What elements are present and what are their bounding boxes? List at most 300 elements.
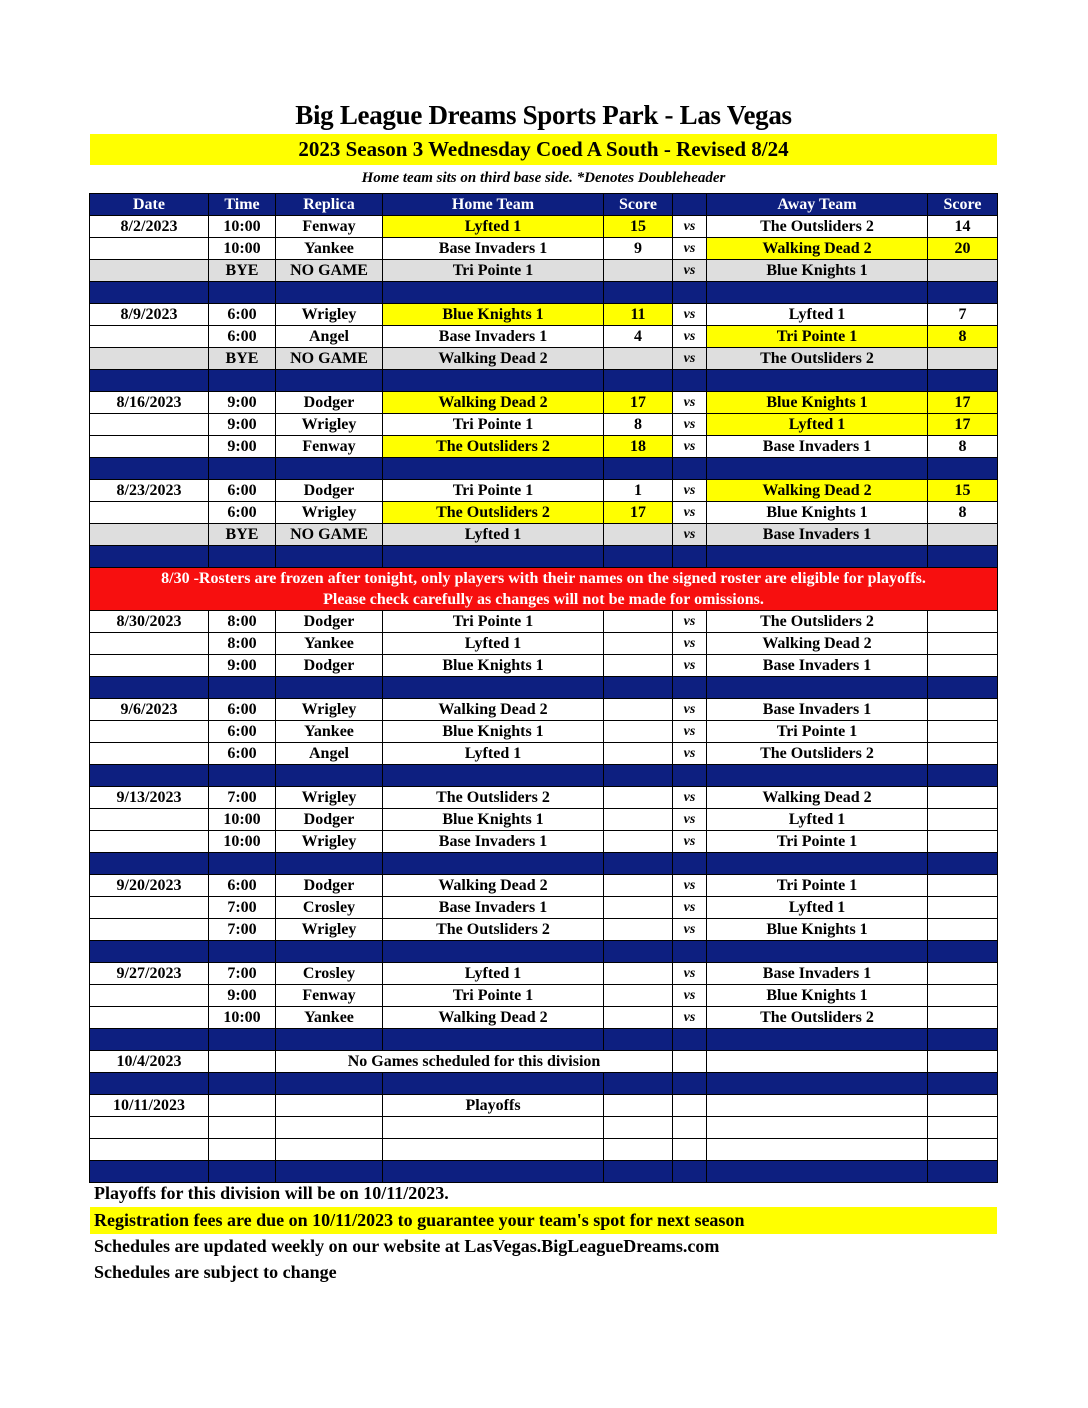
separator-cell	[209, 370, 276, 392]
time-cell: 6:00	[209, 480, 276, 502]
date-cell	[90, 743, 209, 765]
away-team-cell: Base Invaders 1	[707, 963, 928, 985]
replica-cell: Wrigley	[276, 502, 383, 524]
replica-cell: Fenway	[276, 436, 383, 458]
home-score-cell	[604, 348, 673, 370]
week-separator-row	[90, 282, 998, 304]
replica-cell: Wrigley	[276, 304, 383, 326]
separator-cell	[928, 282, 998, 304]
date-cell	[90, 1007, 209, 1029]
separator-cell	[673, 546, 707, 568]
game-row	[90, 743, 998, 765]
replica-cell: NO GAME	[276, 348, 383, 370]
home-team-cell: Blue Knights 1	[383, 721, 604, 743]
vs-cell: vs	[673, 787, 707, 809]
home-score-cell: 17	[604, 502, 673, 524]
away-score-cell	[928, 260, 998, 282]
roster-notice-row	[90, 568, 998, 611]
date-cell: 8/23/2023	[90, 480, 209, 502]
away-team-cell: Walking Dead 2	[707, 787, 928, 809]
away-score-cell: 17	[928, 414, 998, 436]
vs-cell: vs	[673, 655, 707, 677]
separator-cell	[90, 458, 209, 480]
home-score-cell	[604, 831, 673, 853]
away-team-cell: Walking Dead 2	[707, 238, 928, 260]
away-score-cell	[928, 985, 998, 1007]
replica-cell: Dodger	[276, 480, 383, 502]
away-score-cell	[928, 831, 998, 853]
date-cell	[90, 831, 209, 853]
away-score-cell	[928, 1117, 998, 1139]
away-score-cell: 8	[928, 502, 998, 524]
separator-cell	[383, 853, 604, 875]
away-team-cell	[707, 1051, 928, 1073]
date-cell	[90, 260, 209, 282]
replica-cell: Angel	[276, 743, 383, 765]
home-team-cell: The Outsliders 2	[383, 502, 604, 524]
separator-cell	[604, 853, 673, 875]
time-cell: 6:00	[209, 304, 276, 326]
game-row	[90, 875, 998, 897]
away-score-cell	[928, 1051, 998, 1073]
game-row	[90, 238, 998, 260]
time-cell: 7:00	[209, 919, 276, 941]
separator-cell	[707, 853, 928, 875]
separator-cell	[928, 546, 998, 568]
date-cell: 9/20/2023	[90, 875, 209, 897]
date-cell: 8/16/2023	[90, 392, 209, 414]
away-team-cell: Base Invaders 1	[707, 655, 928, 677]
vs-cell: vs	[673, 326, 707, 348]
schedule-message: No Games scheduled for this division	[276, 1051, 673, 1073]
header-row	[90, 194, 998, 216]
time-cell: 8:00	[209, 611, 276, 633]
home-team-cell: Lyfted 1	[383, 633, 604, 655]
away-team-cell: Blue Knights 1	[707, 502, 928, 524]
vs-cell: vs	[673, 875, 707, 897]
away-team-cell: Lyfted 1	[707, 809, 928, 831]
home-team-cell: Walking Dead 2	[383, 699, 604, 721]
separator-cell	[276, 1029, 383, 1051]
away-team-cell: Blue Knights 1	[707, 260, 928, 282]
home-team-cell: Walking Dead 2	[383, 348, 604, 370]
replica-cell	[276, 1139, 383, 1161]
separator-cell	[383, 370, 604, 392]
separator-cell	[209, 1161, 276, 1183]
separator-cell	[276, 853, 383, 875]
replica-cell	[276, 1095, 383, 1117]
roster-notice-line2: Please check carefully as changes will not be made for omissions.	[323, 591, 764, 608]
vs-cell: vs	[673, 919, 707, 941]
date-cell	[90, 502, 209, 524]
separator-cell	[209, 765, 276, 787]
vs-cell	[673, 1117, 707, 1139]
schedule-subtitle: 2023 Season 3 Wednesday Coed A South - Revised 8/24	[90, 134, 997, 165]
date-cell	[90, 326, 209, 348]
replica-cell: Yankee	[276, 633, 383, 655]
home-score-cell	[604, 721, 673, 743]
game-row	[90, 611, 998, 633]
separator-cell	[604, 458, 673, 480]
away-team-cell: The Outsliders 2	[707, 1007, 928, 1029]
empty-row	[90, 1139, 998, 1161]
away-score-cell	[928, 963, 998, 985]
home-team-cell	[383, 1117, 604, 1139]
away-score-cell	[928, 809, 998, 831]
date-cell	[90, 985, 209, 1007]
col-date: Date	[90, 194, 209, 216]
home-score-cell	[604, 1117, 673, 1139]
away-score-cell	[928, 721, 998, 743]
separator-cell	[928, 1073, 998, 1095]
separator-cell	[276, 765, 383, 787]
away-score-cell: 7	[928, 304, 998, 326]
home-team-cell: Blue Knights 1	[383, 655, 604, 677]
separator-cell	[604, 941, 673, 963]
separator-cell	[276, 546, 383, 568]
home-score-cell	[604, 919, 673, 941]
week-separator-row	[90, 853, 998, 875]
vs-cell: vs	[673, 963, 707, 985]
replica-cell: Dodger	[276, 809, 383, 831]
time-cell: 10:00	[209, 1007, 276, 1029]
page-title: Big League Dreams Sports Park - Las Vegas	[295, 100, 792, 130]
col-home-team: Home Team	[383, 194, 604, 216]
home-team-cell: Walking Dead 2	[383, 1007, 604, 1029]
playoffs-row	[90, 1095, 998, 1117]
home-team-cell: Walking Dead 2	[383, 392, 604, 414]
game-row	[90, 963, 998, 985]
away-score-cell	[928, 1007, 998, 1029]
away-team-cell: Tri Pointe 1	[707, 875, 928, 897]
time-cell: BYE	[209, 260, 276, 282]
time-cell: 10:00	[209, 831, 276, 853]
away-team-cell: Lyfted 1	[707, 414, 928, 436]
away-team-cell: Blue Knights 1	[707, 392, 928, 414]
date-cell	[90, 897, 209, 919]
separator-cell	[673, 1161, 707, 1183]
separator-cell	[90, 282, 209, 304]
replica-cell: Wrigley	[276, 414, 383, 436]
home-score-cell	[604, 743, 673, 765]
replica-cell: Dodger	[276, 611, 383, 633]
separator-cell	[928, 1161, 998, 1183]
away-team-cell	[707, 1095, 928, 1117]
time-cell: 8:00	[209, 633, 276, 655]
separator-cell	[604, 282, 673, 304]
time-cell: 10:00	[209, 216, 276, 238]
game-row	[90, 699, 998, 721]
home-team-cell: Tri Pointe 1	[383, 611, 604, 633]
separator-cell	[383, 546, 604, 568]
date-cell: 9/13/2023	[90, 787, 209, 809]
home-team-note: Home team sits on third base side. *Denotes Doubleheader	[361, 170, 726, 186]
separator-cell	[276, 458, 383, 480]
col-home-score: Score	[604, 194, 673, 216]
game-row	[90, 721, 998, 743]
replica-cell: Fenway	[276, 985, 383, 1007]
time-cell: 10:00	[209, 238, 276, 260]
away-team-cell	[707, 1117, 928, 1139]
home-team-cell: Base Invaders 1	[383, 897, 604, 919]
replica-cell: Dodger	[276, 392, 383, 414]
home-team-cell: Walking Dead 2	[383, 875, 604, 897]
away-team-cell: Blue Knights 1	[707, 985, 928, 1007]
footer-registration-note: Registration fees are due on 10/11/2023 to guarantee your team's spot for next season	[90, 1207, 997, 1234]
separator-cell	[383, 677, 604, 699]
away-score-cell: 8	[928, 436, 998, 458]
time-cell	[209, 1095, 276, 1117]
game-row	[90, 633, 998, 655]
date-cell	[90, 1117, 209, 1139]
home-score-cell: 8	[604, 414, 673, 436]
date-cell	[90, 1139, 209, 1161]
away-score-cell	[928, 919, 998, 941]
home-score-cell	[604, 963, 673, 985]
separator-cell	[383, 1073, 604, 1095]
replica-cell: Yankee	[276, 1007, 383, 1029]
separator-cell	[707, 282, 928, 304]
home-team-cell: Blue Knights 1	[383, 809, 604, 831]
home-team-cell: Base Invaders 1	[383, 238, 604, 260]
vs-cell: vs	[673, 392, 707, 414]
game-row	[90, 809, 998, 831]
away-score-cell: 20	[928, 238, 998, 260]
game-row	[90, 655, 998, 677]
vs-cell: vs	[673, 348, 707, 370]
bye-row	[90, 260, 998, 282]
replica-cell: Angel	[276, 326, 383, 348]
separator-cell	[383, 458, 604, 480]
game-row	[90, 304, 998, 326]
vs-cell: vs	[673, 414, 707, 436]
home-team-cell: The Outsliders 2	[383, 919, 604, 941]
away-score-cell: 15	[928, 480, 998, 502]
away-score-cell	[928, 875, 998, 897]
home-team-cell: Lyfted 1	[383, 743, 604, 765]
time-cell: 7:00	[209, 897, 276, 919]
game-row	[90, 326, 998, 348]
week-separator-row	[90, 458, 998, 480]
separator-cell	[928, 1029, 998, 1051]
separator-cell	[209, 282, 276, 304]
schedule-body	[90, 216, 998, 1183]
vs-cell: vs	[673, 260, 707, 282]
away-team-cell: Blue Knights 1	[707, 919, 928, 941]
away-score-cell	[928, 633, 998, 655]
separator-cell	[707, 458, 928, 480]
game-row	[90, 216, 998, 238]
away-score-cell: 14	[928, 216, 998, 238]
time-cell: 6:00	[209, 721, 276, 743]
bye-row	[90, 348, 998, 370]
game-row	[90, 919, 998, 941]
separator-cell	[276, 282, 383, 304]
separator-cell	[90, 546, 209, 568]
away-team-cell: Base Invaders 1	[707, 524, 928, 546]
away-team-cell: Tri Pointe 1	[707, 831, 928, 853]
time-cell	[209, 1117, 276, 1139]
date-cell	[90, 348, 209, 370]
home-team-cell: Base Invaders 1	[383, 831, 604, 853]
time-cell: 9:00	[209, 985, 276, 1007]
week-separator-row	[90, 370, 998, 392]
replica-cell: Yankee	[276, 721, 383, 743]
separator-cell	[673, 370, 707, 392]
home-score-cell	[604, 260, 673, 282]
separator-cell	[276, 370, 383, 392]
time-cell: 6:00	[209, 502, 276, 524]
col-away-score: Score	[928, 194, 998, 216]
separator-cell	[276, 677, 383, 699]
home-score-cell: 11	[604, 304, 673, 326]
vs-cell: vs	[673, 721, 707, 743]
separator-cell	[209, 458, 276, 480]
away-score-cell	[928, 348, 998, 370]
away-team-cell: Base Invaders 1	[707, 699, 928, 721]
replica-cell: Wrigley	[276, 787, 383, 809]
home-team-cell: Lyfted 1	[383, 963, 604, 985]
home-team-cell: The Outsliders 2	[383, 436, 604, 458]
empty-row	[90, 1117, 998, 1139]
vs-cell: vs	[673, 985, 707, 1007]
footer-website-note: Schedules are updated weekly on our website at LasVegas.BigLeagueDreams.com	[94, 1236, 720, 1256]
vs-cell: vs	[673, 897, 707, 919]
separator-cell	[90, 1161, 209, 1183]
away-team-cell: Base Invaders 1	[707, 436, 928, 458]
time-cell	[209, 1051, 276, 1073]
game-row	[90, 831, 998, 853]
home-score-cell: 18	[604, 436, 673, 458]
separator-cell	[673, 1073, 707, 1095]
game-row	[90, 897, 998, 919]
away-team-cell	[707, 1139, 928, 1161]
separator-cell	[90, 677, 209, 699]
vs-cell: vs	[673, 238, 707, 260]
vs-cell: vs	[673, 502, 707, 524]
separator-cell	[707, 1161, 928, 1183]
separator-cell	[383, 1029, 604, 1051]
date-cell	[90, 436, 209, 458]
separator-cell	[928, 853, 998, 875]
separator-cell	[707, 1073, 928, 1095]
replica-cell: NO GAME	[276, 260, 383, 282]
schedule-table	[89, 193, 998, 1183]
separator-cell	[604, 765, 673, 787]
away-team-cell: The Outsliders 2	[707, 216, 928, 238]
separator-cell	[90, 941, 209, 963]
message-row	[90, 1051, 998, 1073]
home-score-cell	[604, 875, 673, 897]
game-row	[90, 414, 998, 436]
col-time: Time	[209, 194, 276, 216]
away-score-cell	[928, 897, 998, 919]
game-row	[90, 436, 998, 458]
home-team-cell: Tri Pointe 1	[383, 480, 604, 502]
away-score-cell: 17	[928, 392, 998, 414]
separator-cell	[90, 1073, 209, 1095]
separator-cell	[673, 853, 707, 875]
week-separator-row	[90, 765, 998, 787]
roster-notice	[90, 568, 998, 611]
vs-cell: vs	[673, 1007, 707, 1029]
home-score-cell: 15	[604, 216, 673, 238]
separator-cell	[209, 941, 276, 963]
separator-cell	[707, 765, 928, 787]
vs-cell: vs	[673, 216, 707, 238]
home-team-cell: The Outsliders 2	[383, 787, 604, 809]
replica-cell: Fenway	[276, 216, 383, 238]
separator-cell	[90, 765, 209, 787]
date-cell	[90, 524, 209, 546]
game-row	[90, 1007, 998, 1029]
time-cell: 6:00	[209, 699, 276, 721]
separator-cell	[604, 546, 673, 568]
week-separator-row	[90, 1073, 998, 1095]
away-score-cell	[928, 611, 998, 633]
home-team-cell: Lyfted 1	[383, 216, 604, 238]
separator-cell	[604, 370, 673, 392]
separator-cell	[209, 546, 276, 568]
bye-row	[90, 524, 998, 546]
vs-cell: vs	[673, 831, 707, 853]
game-row	[90, 787, 998, 809]
home-score-cell	[604, 699, 673, 721]
separator-cell	[673, 458, 707, 480]
separator-cell	[276, 1073, 383, 1095]
home-team-cell: Base Invaders 1	[383, 326, 604, 348]
replica-cell: Crosley	[276, 897, 383, 919]
separator-cell	[276, 941, 383, 963]
replica-cell: Wrigley	[276, 919, 383, 941]
vs-cell: vs	[673, 304, 707, 326]
separator-cell	[383, 941, 604, 963]
home-team-cell: Blue Knights 1	[383, 304, 604, 326]
separator-cell	[928, 941, 998, 963]
separator-cell	[707, 677, 928, 699]
vs-cell	[673, 1095, 707, 1117]
vs-cell: vs	[673, 743, 707, 765]
home-team-cell: Tri Pointe 1	[383, 414, 604, 436]
separator-cell	[707, 546, 928, 568]
separator-cell	[673, 677, 707, 699]
separator-cell	[604, 1029, 673, 1051]
away-score-cell	[928, 699, 998, 721]
date-cell	[90, 238, 209, 260]
replica-cell	[276, 1117, 383, 1139]
replica-cell: Wrigley	[276, 831, 383, 853]
home-score-cell	[604, 1007, 673, 1029]
vs-cell	[673, 1139, 707, 1161]
time-cell: 6:00	[209, 875, 276, 897]
away-team-cell: Tri Pointe 1	[707, 721, 928, 743]
game-row	[90, 480, 998, 502]
separator-cell	[928, 458, 998, 480]
date-cell	[90, 414, 209, 436]
away-team-cell: Tri Pointe 1	[707, 326, 928, 348]
vs-cell: vs	[673, 633, 707, 655]
date-cell: 8/2/2023	[90, 216, 209, 238]
date-cell	[90, 919, 209, 941]
week-separator-row	[90, 1161, 998, 1183]
separator-cell	[90, 853, 209, 875]
separator-cell	[928, 370, 998, 392]
home-score-cell	[604, 633, 673, 655]
time-cell: 9:00	[209, 436, 276, 458]
separator-cell	[707, 1029, 928, 1051]
time-cell: 9:00	[209, 392, 276, 414]
col-replica: Replica	[276, 194, 383, 216]
